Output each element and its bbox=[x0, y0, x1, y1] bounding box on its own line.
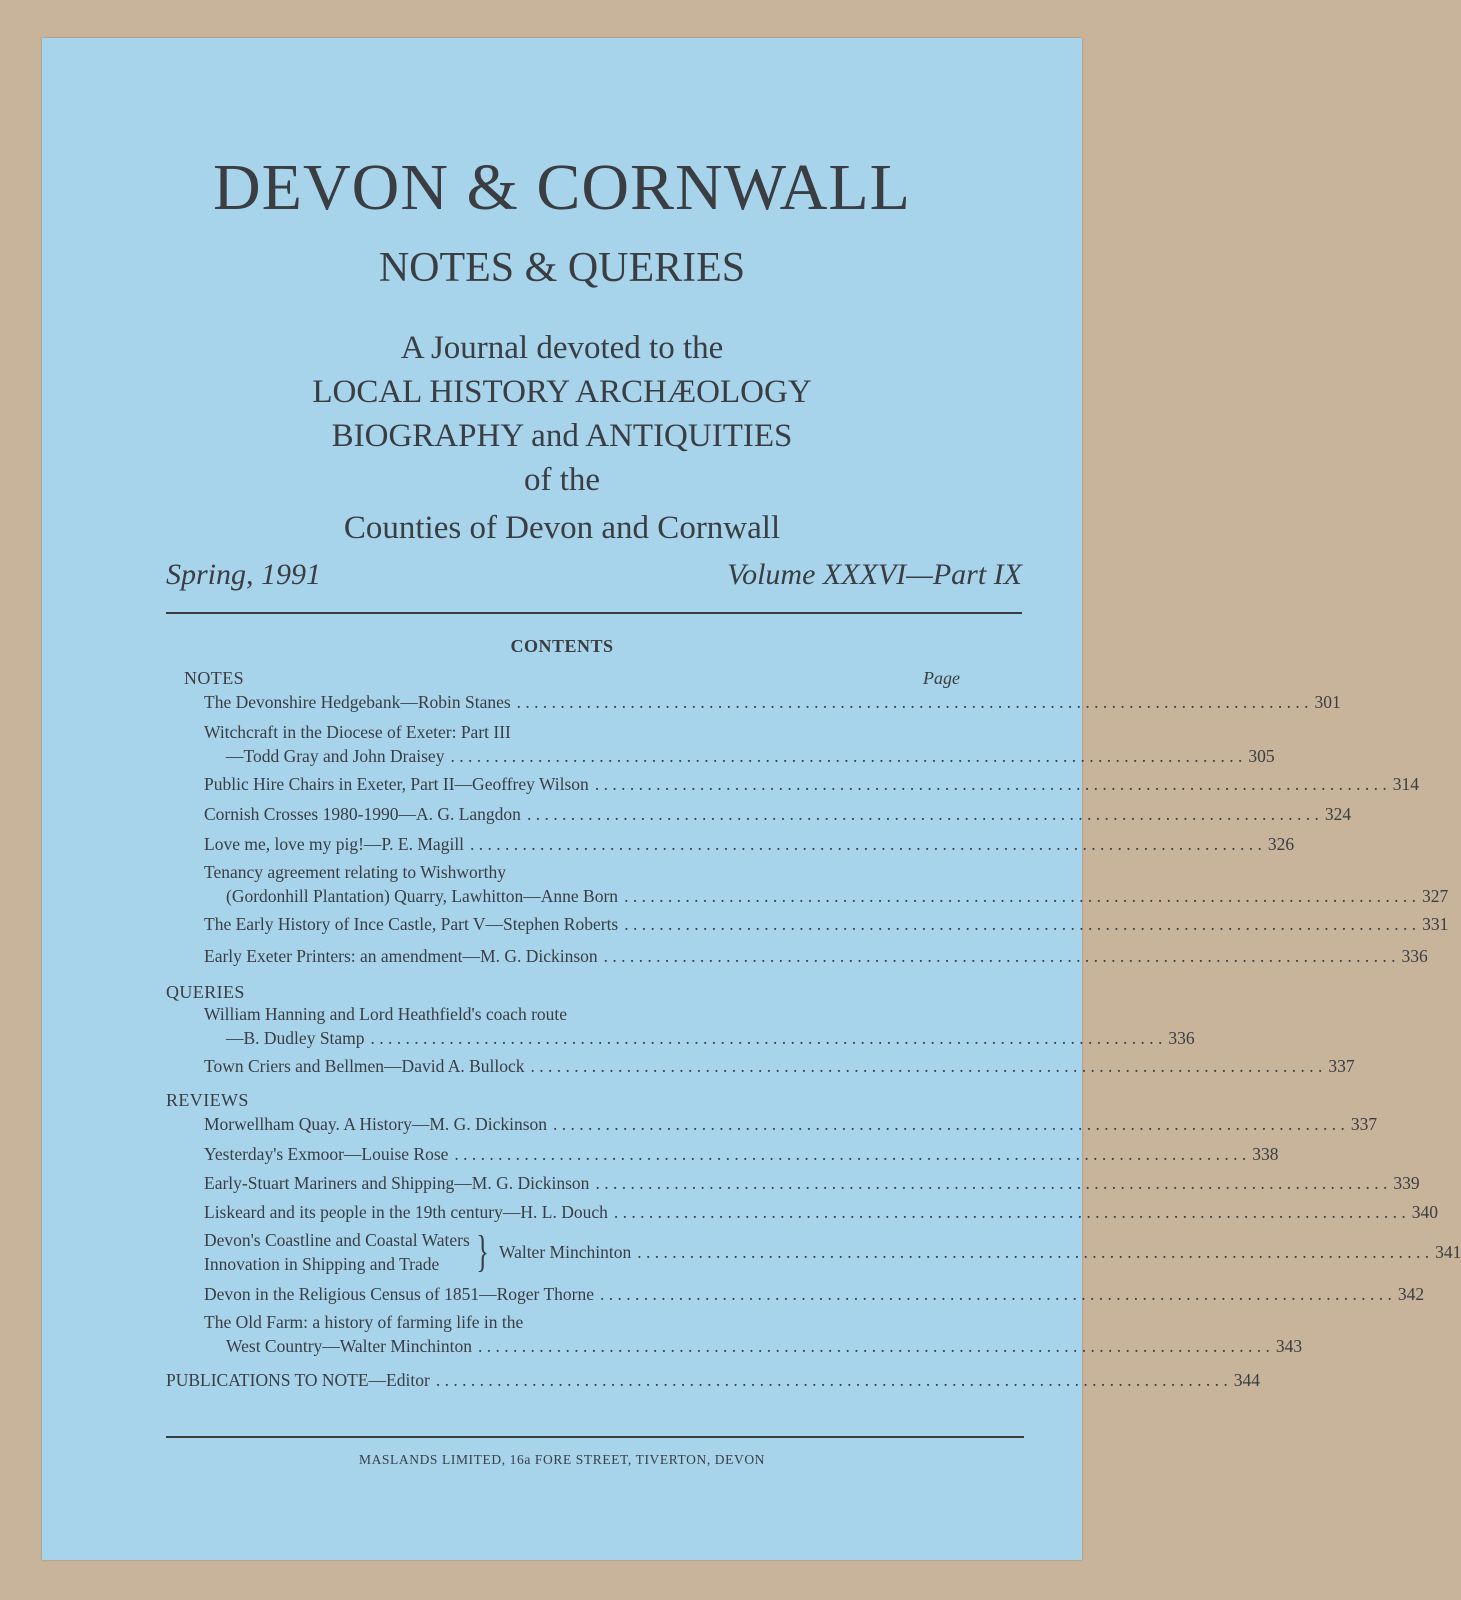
entry-title: PUBLICATIONS TO NOTE—Editor bbox=[166, 1370, 430, 1390]
leader-dots bbox=[637, 1240, 1429, 1264]
leader-dots bbox=[624, 884, 1416, 908]
contents-entry bbox=[166, 1368, 1260, 1392]
entry-title-line: The Old Farm: a history of farming life in the bbox=[204, 1312, 524, 1332]
section-notes: NOTES bbox=[184, 668, 244, 688]
description-line: BIOGRAPHY and ANTIQUITIES bbox=[331, 418, 793, 454]
entry-title-line: Innovation in Shipping and Trade bbox=[204, 1254, 440, 1274]
divider bbox=[166, 612, 1022, 614]
entry-title: Public Hire Chairs in Exeter, Part II—Geoffrey Wilson bbox=[204, 774, 589, 794]
entry-page: 301 bbox=[1314, 692, 1341, 712]
entry-page: 314 bbox=[1392, 774, 1419, 794]
entry-page: 339 bbox=[1393, 1173, 1420, 1193]
entry-title: The Devonshire Hedgebank—Robin Stanes bbox=[204, 692, 511, 712]
issue-volume: Volume XXXVI—Part IX bbox=[727, 558, 1022, 591]
entry-page: 331 bbox=[1422, 914, 1449, 934]
brace-glyph: } bbox=[476, 1227, 489, 1276]
entry-page: 338 bbox=[1252, 1144, 1279, 1164]
leader-dots bbox=[478, 1334, 1270, 1358]
entry-title-line: William Hanning and Lord Heathfield's coach route bbox=[204, 1004, 568, 1024]
entry-title: (Gordonhill Plantation) Quarry, Lawhitton—Anne Born bbox=[226, 886, 619, 906]
description-line: LOCAL HISTORY ARCHÆOLOGY bbox=[312, 374, 812, 410]
contents-entry bbox=[204, 1002, 1195, 1050]
contents-entry bbox=[204, 912, 1449, 936]
entry-page: 305 bbox=[1248, 746, 1275, 766]
journal-title: DEVON & CORNWALL bbox=[213, 151, 911, 224]
entry-title: Early Exeter Printers: an amendment—M. G. Dickinson bbox=[204, 946, 598, 966]
contents-entry bbox=[204, 944, 1428, 968]
entry-title: Yesterday's Exmoor—Louise Rose bbox=[204, 1144, 449, 1164]
entry-title: Town Criers and Bellmen—David A. Bullock bbox=[204, 1056, 525, 1076]
entry-page: 344 bbox=[1233, 1370, 1260, 1390]
leader-dots bbox=[450, 744, 1242, 768]
page-column-heading: Page bbox=[923, 668, 960, 688]
entry-page: 343 bbox=[1275, 1336, 1303, 1356]
contents-entry bbox=[204, 690, 1341, 714]
entry-title: Cornish Crosses 1980-1990—A. G. Langdon bbox=[204, 804, 521, 824]
entry-page: 342 bbox=[1397, 1284, 1425, 1304]
contents-entry bbox=[204, 1227, 1461, 1276]
entry-page: 324 bbox=[1324, 804, 1352, 824]
leader-dots bbox=[595, 772, 1387, 796]
leader-dots bbox=[371, 1026, 1163, 1050]
description-line: Counties of Devon and Cornwall bbox=[343, 510, 781, 546]
entry-title: Devon in the Religious Census of 1851—Roger Thorne bbox=[204, 1284, 594, 1304]
contents-entry bbox=[204, 1112, 1378, 1136]
entry-title: Morwellham Quay. A History—M. G. Dickinson bbox=[204, 1114, 548, 1134]
leader-dots bbox=[614, 1200, 1406, 1224]
contents-entry bbox=[204, 720, 1275, 768]
leader-dots bbox=[553, 1112, 1345, 1136]
journal-cover bbox=[42, 38, 1461, 1560]
contents-entry bbox=[204, 1282, 1425, 1306]
entry-page: 327 bbox=[1421, 886, 1449, 906]
section-queries: QUERIES bbox=[166, 982, 245, 1002]
leader-dots bbox=[454, 1142, 1246, 1166]
entry-title: Walter Minchinton bbox=[498, 1242, 632, 1262]
section-reviews: REVIEWS bbox=[166, 1090, 249, 1110]
leader-dots bbox=[604, 944, 1396, 968]
contents-entry bbox=[204, 860, 1449, 908]
entry-title: Love me, love my pig!—P. E. Magill bbox=[204, 834, 465, 854]
entry-page: 337 bbox=[1350, 1114, 1378, 1134]
entry-page: 341 bbox=[1435, 1242, 1461, 1262]
issue-season: Spring, 1991 bbox=[166, 558, 322, 591]
entry-title: The Early History of Ince Castle, Part V—Stephen Roberts bbox=[204, 914, 619, 934]
entry-title: —Todd Gray and John Draisey bbox=[226, 746, 445, 766]
entry-title-line: Devon's Coastline and Coastal Waters bbox=[204, 1230, 470, 1250]
entry-title: Liskeard and its people in the 19th century—H. L. Douch bbox=[204, 1202, 608, 1222]
printer-imprint: MASLANDS LIMITED, 16a FORE STREET, TIVERTON, DEVON bbox=[358, 1452, 766, 1467]
contents-entry bbox=[204, 1142, 1279, 1166]
entry-title-line: Tenancy agreement relating to Wishworthy bbox=[204, 862, 506, 882]
leader-dots bbox=[531, 1054, 1323, 1078]
entry-page: 336 bbox=[1401, 946, 1428, 966]
divider bbox=[166, 1436, 1024, 1438]
entry-page: 337 bbox=[1328, 1056, 1355, 1076]
leader-dots bbox=[595, 1171, 1387, 1195]
contents-entry bbox=[204, 1200, 1438, 1224]
description-line: of the bbox=[523, 462, 601, 498]
contents-entry bbox=[204, 1054, 1355, 1078]
leader-dots bbox=[527, 802, 1319, 826]
contents-entry bbox=[204, 832, 1295, 856]
contents-entry bbox=[204, 1171, 1420, 1195]
leader-dots bbox=[436, 1368, 1228, 1392]
leader-dots bbox=[470, 832, 1262, 856]
description-line: A Journal devoted to the bbox=[400, 330, 724, 366]
entry-page: 336 bbox=[1168, 1028, 1195, 1048]
entry-page: 326 bbox=[1267, 834, 1295, 854]
entry-title: —B. Dudley Stamp bbox=[226, 1028, 365, 1048]
contents-heading: CONTENTS bbox=[510, 636, 614, 656]
journal-subtitle: NOTES & QUERIES bbox=[378, 245, 746, 291]
entry-title: West Country—Walter Minchinton bbox=[226, 1336, 473, 1356]
entry-title-line: Witchcraft in the Diocese of Exeter: Part III bbox=[204, 722, 511, 742]
leader-dots bbox=[600, 1282, 1392, 1306]
leader-dots bbox=[624, 912, 1416, 936]
entry-title: Early-Stuart Mariners and Shipping—M. G. Dickinson bbox=[204, 1173, 590, 1193]
entry-page: 340 bbox=[1411, 1202, 1438, 1222]
contents-entry bbox=[204, 802, 1352, 826]
contents-entry bbox=[204, 772, 1419, 796]
leader-dots bbox=[517, 690, 1309, 714]
contents-entry bbox=[204, 1310, 1303, 1358]
